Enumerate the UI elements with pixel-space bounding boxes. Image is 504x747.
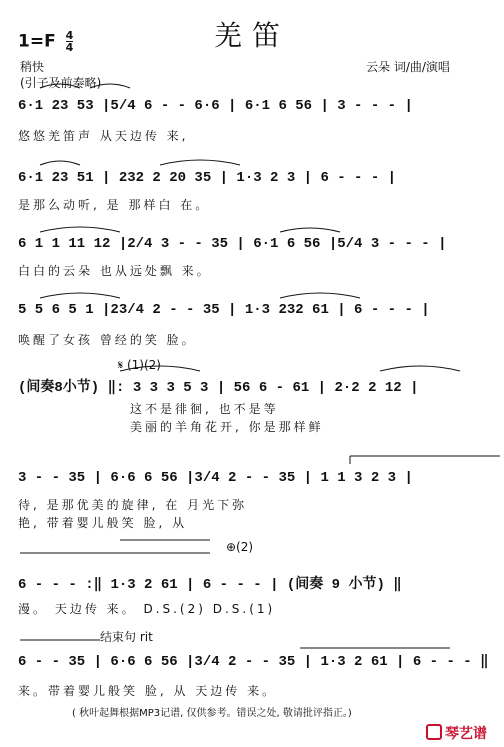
- lyrics-row-8: 来。带着婴儿般笑 脸, 从 天边传 来。: [18, 684, 278, 698]
- notation-row-5: (间奏8小节) ‖: 3 3 3 5 3 | 56 6 - 61 | 2·2 2 12 |: [18, 380, 419, 396]
- tempo-marking: 稍快: [20, 60, 45, 74]
- notation-row-1: 6·1 23 53 |5/4 6 - - 6·6 | 6·1 6 56 | 3 - - - |: [18, 98, 413, 114]
- logo-text: 琴艺谱: [445, 726, 487, 742]
- notation-row-4: 5 5 6 5 1 |23/4 2 - - 35 | 1·3 232 61 | 6 - - - |: [18, 302, 430, 318]
- site-logo: [426, 723, 487, 743]
- ending-marks-row-8: 结束句 rit: [100, 630, 153, 644]
- lyrics-row-1: 悠悠羌笛声 从天边传 来,: [18, 129, 189, 143]
- lyrics-row-5a: 这不是徘徊, 也不是等: [130, 402, 279, 416]
- song-title: 羌笛: [213, 19, 290, 52]
- credits: 云朵 词/曲/演唱: [366, 60, 450, 74]
- logo-mark-icon: [426, 724, 442, 740]
- time-signature: [66, 30, 74, 53]
- lyrics-row-6b: 艳, 带着婴儿般笑 脸, 从: [18, 516, 188, 530]
- notation-row-7: 6 - - - :‖ 1·3 2 61 | 6 - - - | (间奏 9 小节) ‖: [18, 577, 402, 593]
- notation-row-3: 6 1 1 11 12 |2/4 3 - - 35 | 6·1 6 56 |5/4 3 - - - |: [18, 236, 447, 252]
- notation-row-8: 6 - - 35 | 6·6 6 56 |3/4 2 - - 35 | 1·3 2 61 | 6 - - - ‖: [18, 654, 489, 670]
- lyrics-row-3: 白白的云朵 也从远处飘 来。: [18, 264, 212, 278]
- segno-marks-row-5: 𝄋 (1)(2): [118, 358, 161, 372]
- notation-row-2: 6·1 23 51 | 232 2 20 35 | 1·3 2 3 | 6 - - - |: [18, 170, 397, 186]
- lyrics-row-7: 漫。 天边传 来。 D.S.(2) D.S.(1): [18, 602, 276, 616]
- intro-note: (引子及前奏略): [20, 76, 102, 90]
- time-sig-bottom: 4: [65, 41, 74, 54]
- key-label: 1=F: [18, 31, 56, 52]
- lyrics-row-4: 唤醒了女孩 曾经的笑 脸。: [18, 333, 197, 347]
- lyrics-row-6a: 待, 是那优美的旋律, 在 月光下弥: [18, 498, 248, 512]
- key-signature: [18, 30, 73, 53]
- footnote: ( 秋叶起舞根据MP3记谱, 仅供参考。错误之处, 敬请批评指正。): [72, 708, 352, 719]
- notation-row-6: 3 - - 35 | 6·6 6 56 |3/4 2 - - 35 | 1 1 3 2 3 |: [18, 470, 413, 486]
- lyrics-row-2: 是那么动听, 是 那样白 在。: [18, 198, 211, 212]
- lyrics-row-5b: 美丽的羊角花开, 你是那样鲜: [130, 420, 324, 434]
- coda-marks-row-7: ⊕(2): [226, 540, 254, 554]
- time-sig-top: 4: [65, 29, 74, 42]
